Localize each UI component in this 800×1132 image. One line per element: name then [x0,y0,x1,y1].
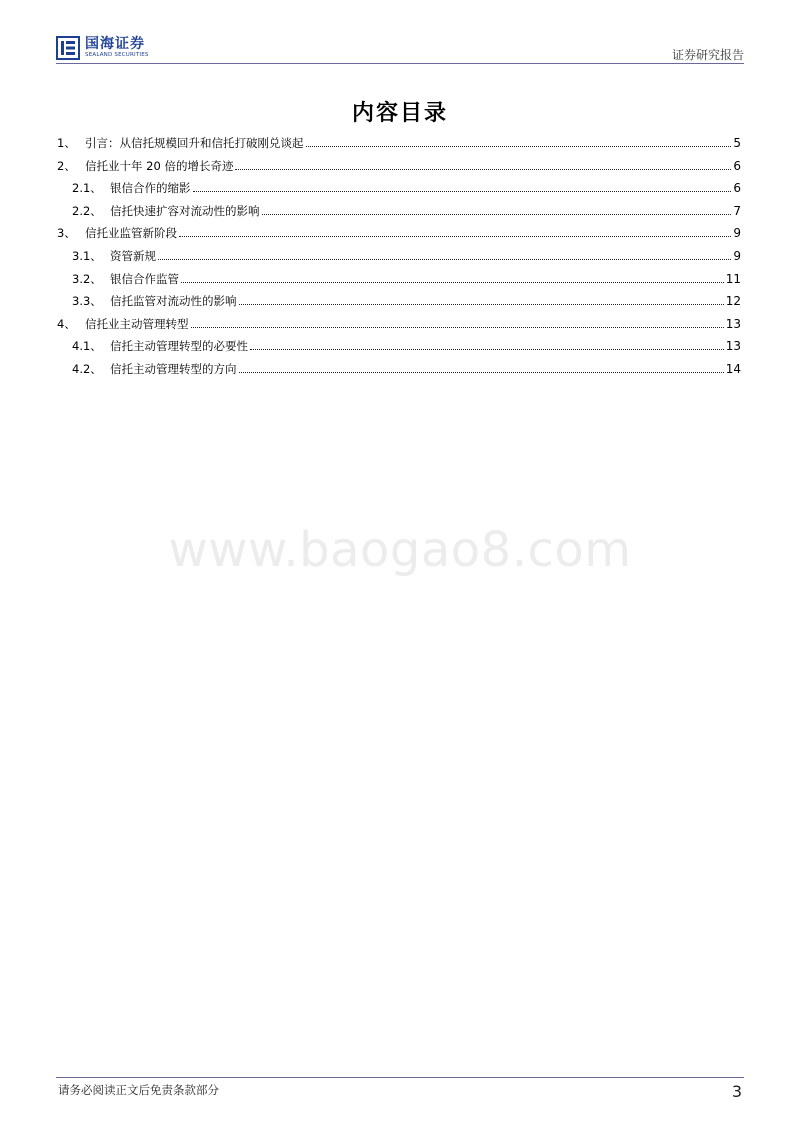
toc-entry[interactable] [57,203,741,226]
toc-entry-label: 资管新规 [110,248,156,263]
toc-dot-leader [193,191,732,192]
toc-entry[interactable] [57,158,741,181]
footer-divider [56,1077,744,1078]
toc-entry-page: 13 [725,339,741,354]
toc-entry-number: 3、 [57,226,76,241]
footer-disclaimer: 请务必阅读正文后免责条款部分 [58,1083,219,1097]
toc-title: 内容目录 [351,101,448,126]
sealand-logo-icon [56,36,80,60]
toc-entry-number: 2.1、 [72,181,102,196]
toc-entry-number: 3.1、 [72,248,102,263]
toc-entry-page: 7 [733,203,741,218]
report-type-label: 证券研究报告 [671,48,744,62]
toc-entry-number: 3.2、 [72,271,102,286]
toc-entry-label: 信托主动管理转型的方向 [110,361,237,376]
watermark: www.baogao8.com [168,522,632,578]
company-logo [56,36,149,60]
toc-dot-leader [191,327,724,328]
toc-entry-number: 4.1、 [72,339,102,354]
toc-entry-label: 引言：从信托规模回升和信托打破刚兑谈起 [85,136,304,150]
page-number: 3 [731,1082,742,1101]
toc-dot-leader [181,282,724,283]
toc-entry-label: 银信合作的缩影 [110,181,191,196]
logo-english-name: SEALAND SECURITIES [85,52,149,58]
table-of-contents [57,135,741,384]
toc-entry-number: 2.2、 [72,203,102,218]
toc-dot-leader [158,259,731,260]
toc-entry-label: 信托业十年 20 倍的增长奇迹 [85,158,234,173]
toc-dot-leader [250,349,724,350]
toc-entry-label: 信托业监管新阶段 [85,226,177,241]
toc-entry-number: 2、 [57,158,76,173]
toc-entry-number: 3.3、 [72,294,102,309]
logo-text [85,37,149,59]
toc-entry[interactable] [57,316,741,339]
toc-dot-leader [306,146,732,147]
toc-entry[interactable] [57,248,741,271]
toc-dot-leader [239,304,724,305]
toc-entry-number: 1、 [57,136,76,150]
toc-entry-number: 4、 [57,316,76,331]
toc-entry[interactable] [57,180,741,203]
toc-entry[interactable] [57,135,741,158]
toc-entry[interactable] [57,293,741,316]
toc-entry-page: 9 [733,226,741,241]
toc-entry-page: 6 [733,158,741,173]
toc-entry-page: 13 [725,316,741,331]
toc-entry-page: 11 [725,271,741,286]
header-divider [56,63,744,64]
toc-entry-label: 信托快速扩容对流动性的影响 [110,203,260,218]
toc-entry-label: 信托监管对流动性的影响 [110,294,237,309]
toc-entry-page: 12 [725,294,741,309]
toc-entry-label: 信托业主动管理转型 [85,316,189,331]
toc-entry-page: 9 [733,248,741,263]
toc-entry-label: 信托主动管理转型的必要性 [110,339,248,354]
toc-entry-page: 6 [733,181,741,196]
toc-dot-leader [235,169,731,170]
logo-chinese-name: 国海证券 [85,36,145,52]
page-header [56,34,744,68]
toc-entry-number: 4.2、 [72,361,102,376]
toc-dot-leader [239,372,724,373]
toc-entry-page: 14 [725,361,741,376]
toc-entry[interactable] [57,338,741,361]
toc-entry-label: 银信合作监管 [110,271,179,286]
toc-entry[interactable] [57,361,741,384]
toc-entry[interactable] [57,271,741,294]
toc-entry[interactable] [57,225,741,248]
toc-dot-leader [262,214,732,215]
toc-entry-page: 5 [733,136,741,150]
toc-dot-leader [179,236,731,237]
